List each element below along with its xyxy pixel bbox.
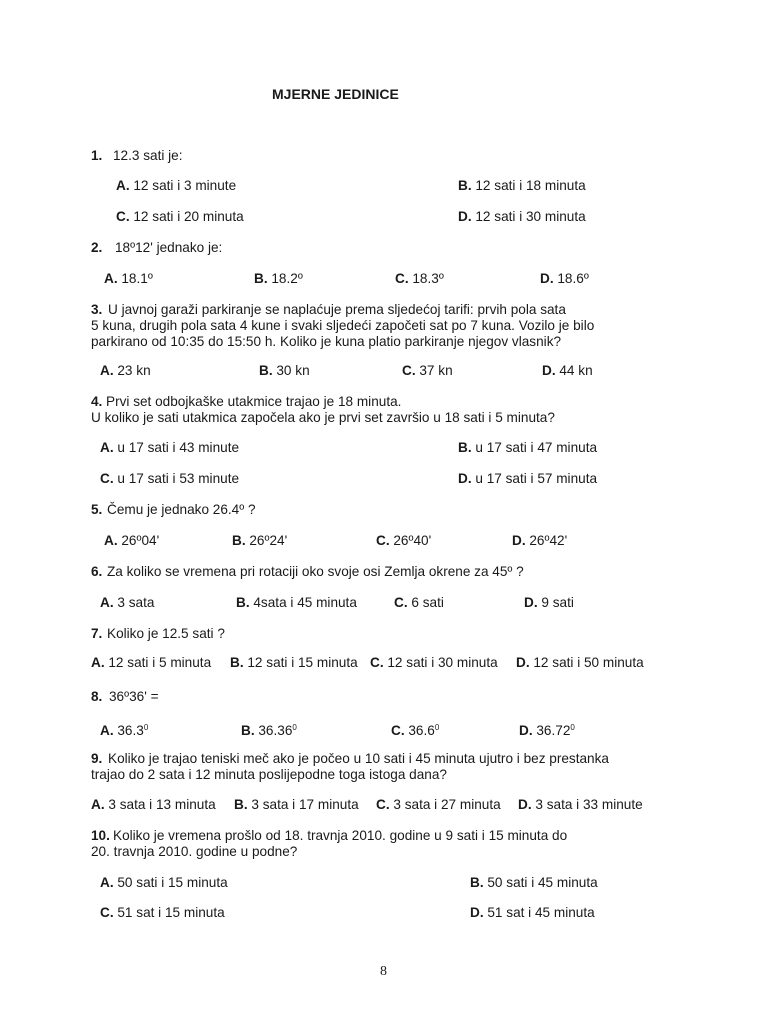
option-label: C. [100,905,114,920]
option-text: 12 sati i 3 minute [129,178,237,193]
option-text: 50 sati i 15 minuta [113,875,228,890]
option-label: D. [512,533,526,548]
question-text: 20. travnja 2010. godine u podne? [91,844,298,859]
question-number: 6. [91,564,103,579]
option-text: 36.3 [113,723,144,738]
answer-option-d[interactable] [458,209,586,225]
option-label: B. [470,875,484,890]
option-label: D. [516,655,530,670]
option-text: 12 sati i 20 minuta [129,209,244,224]
option-text: 51 sat i 15 minuta [113,905,225,920]
option-text: 3 sata i 27 minuta [389,797,501,812]
answer-option-b[interactable] [230,655,358,671]
question-text: 5 kuna, drugih pola sata 4 kune i svaki sljedeći započeti sat po 7 kuna. Vozilo je bilo [91,318,595,333]
answer-option-a[interactable] [91,797,216,813]
option-text: 36.6 [404,723,435,738]
answer-option-b[interactable] [458,178,586,194]
option-label: C. [394,595,408,610]
option-text: 18.2º [267,271,303,286]
option-text: 9 sati [537,595,574,610]
option-label: D. [458,471,472,486]
option-label: C. [376,533,390,548]
answer-option-b[interactable] [232,533,287,549]
page-title: MJERNE JEDINICE [272,86,399,102]
option-text: 6 sati [407,595,444,610]
answer-option-a[interactable] [100,363,151,379]
answer-option-c[interactable] [376,797,501,813]
option-label: A. [91,655,105,670]
option-superscript: 0 [292,723,297,732]
option-label: B. [236,595,250,610]
option-text: 23 kn [113,363,151,378]
option-text: 4sata i 45 minuta [249,595,357,610]
option-text: 12 sati i 5 minuta [104,655,212,670]
option-label: B. [259,363,273,378]
option-text: 12 sati i 30 minuta [383,655,498,670]
option-text: 18.3º [408,271,444,286]
option-text: 37 kn [415,363,453,378]
question-number: 1. [91,148,103,163]
answer-option-d[interactable] [516,655,644,671]
option-text: 3 sata i 17 minuta [247,797,359,812]
option-text: 26º24' [245,533,288,548]
answer-option-d[interactable] [524,595,574,611]
question-text: 12.3 sati je: [113,148,183,163]
answer-option-c[interactable] [395,271,444,287]
question-number: 5. [91,502,103,517]
option-text: 12 sati i 18 minuta [471,178,586,193]
answer-option-c[interactable] [391,720,439,739]
answer-option-c[interactable] [402,363,453,379]
option-label: C. [395,271,409,286]
answer-option-b[interactable] [236,595,357,611]
option-text: 36.72 [532,723,571,738]
answer-option-a[interactable] [100,440,239,456]
answer-option-c[interactable] [100,471,239,487]
answer-option-c[interactable] [370,655,498,671]
answer-option-a[interactable] [100,720,148,739]
answer-option-b[interactable] [241,720,297,739]
question-text: Koliko je trajao teniski meč ako je počeo u 10 sati i 45 minuta ujutro i bez prestanka [108,751,609,766]
answer-option-d[interactable] [518,797,643,813]
question-text: Prvi set odbojkaške utakmice trajao je 18 minuta. [106,394,402,409]
question-text: U koliko je sati utakmica započela ako je prvi set završio u 18 sati i 5 minuta? [91,410,555,425]
option-text: 12 sati i 15 minuta [243,655,358,670]
question-number: 7. [91,626,103,641]
question-text: 18º12' jednako je: [115,240,223,255]
option-label: C. [370,655,384,670]
option-label: B. [234,797,248,812]
option-label: D. [518,797,532,812]
question-text: trajao do 2 sata i 12 minuta poslijepodne toga istoga dana? [91,767,447,782]
option-text: 26º04' [117,533,160,548]
question-text: 36º36' = [109,689,159,704]
option-text: u 17 sati i 53 minute [113,471,240,486]
option-superscript: 0 [434,723,440,732]
option-text: 3 sata i 13 minuta [104,797,216,812]
question-text: Koliko je vremena prošlo od 18. travnja 2010. godine u 9 sati i 15 minuta do [113,828,568,843]
answer-option-d[interactable] [519,720,575,739]
option-text: 18.1º [117,271,153,286]
option-label: B. [254,271,268,286]
answer-option-d[interactable] [512,533,567,549]
option-label: A. [100,723,114,738]
answer-option-b[interactable] [234,797,359,813]
option-label: B. [458,440,472,455]
option-text: 51 sat i 45 minuta [483,905,595,920]
option-text: 18.6º [553,271,589,286]
question-text: U javnoj garaži parkiranje se naplaćuje prema sljedećoj tarifi: prvih pola sata [108,302,566,317]
answer-option-a[interactable] [116,178,236,194]
question-number: 9. [91,751,103,766]
question-number: 3. [91,302,103,317]
option-label: B. [232,533,246,548]
option-label: C. [376,797,390,812]
option-label: D. [542,363,556,378]
option-label: D. [540,271,554,286]
answer-option-b[interactable] [458,440,597,456]
answer-option-a[interactable] [100,595,154,611]
answer-option-d[interactable] [470,905,595,921]
option-label: A. [100,440,114,455]
option-text: 3 sata [113,595,155,610]
answer-option-d[interactable] [458,471,597,487]
option-label: A. [104,271,118,286]
option-label: D. [470,905,484,920]
option-text: 36.36 [254,723,293,738]
question-text: parkirano od 10:35 do 15:50 h. Koliko je kuna platio parkiranje njegov vlasnik? [91,334,562,349]
option-label: B. [458,178,472,193]
answer-option-b[interactable] [254,271,303,287]
option-label: D. [519,723,533,738]
option-label: A. [100,595,114,610]
answer-option-c[interactable] [116,209,244,225]
option-text: 30 kn [272,363,310,378]
question-number: 8. [91,689,103,704]
answer-option-d[interactable] [540,271,589,287]
option-text: u 17 sati i 57 minuta [471,471,598,486]
answer-option-b[interactable] [470,875,598,891]
option-text: 50 sati i 45 minuta [483,875,598,890]
question-number: 2. [91,240,103,255]
answer-option-a[interactable] [91,655,211,671]
option-label: C. [391,723,405,738]
option-label: A. [116,178,130,193]
option-label: B. [230,655,244,670]
answer-option-a[interactable] [104,271,153,287]
question-number: 10. [91,828,110,843]
question-text: Čemu je jednako 26.4º ? [107,502,256,517]
option-label: A. [91,797,105,812]
option-text: u 17 sati i 43 minute [113,440,240,455]
option-text: 26º40' [389,533,432,548]
option-label: C. [100,471,114,486]
answer-option-c[interactable] [376,533,431,549]
option-text: 12 sati i 50 minuta [529,655,644,670]
answer-option-c[interactable] [100,905,225,921]
option-label: C. [402,363,416,378]
page-number: 8 [380,964,387,979]
answer-option-b[interactable] [259,363,310,379]
answer-option-d[interactable] [542,363,593,379]
option-label: A. [100,363,114,378]
question-text: Koliko je 12.5 sati ? [107,626,225,641]
option-text: 12 sati i 30 minuta [471,209,586,224]
option-label: B. [241,723,255,738]
answer-option-c[interactable] [394,595,444,611]
option-label: A. [104,533,118,548]
answer-option-a[interactable] [100,875,228,891]
option-label: D. [458,209,472,224]
option-label: C. [116,209,130,224]
question-text: Za koliko se vremena pri rotaciji oko svoje osi Zemlja okrene za 45º ? [107,564,524,579]
option-superscript: 0 [570,723,575,732]
option-text: 44 kn [555,363,593,378]
option-text: 3 sata i 33 minute [531,797,643,812]
option-superscript: 0 [143,723,149,732]
option-label: A. [100,875,114,890]
question-number: 4. [91,394,103,409]
option-text: 26º42' [525,533,568,548]
answer-option-a[interactable] [104,533,159,549]
option-text: u 17 sati i 47 minuta [471,440,598,455]
option-label: D. [524,595,538,610]
